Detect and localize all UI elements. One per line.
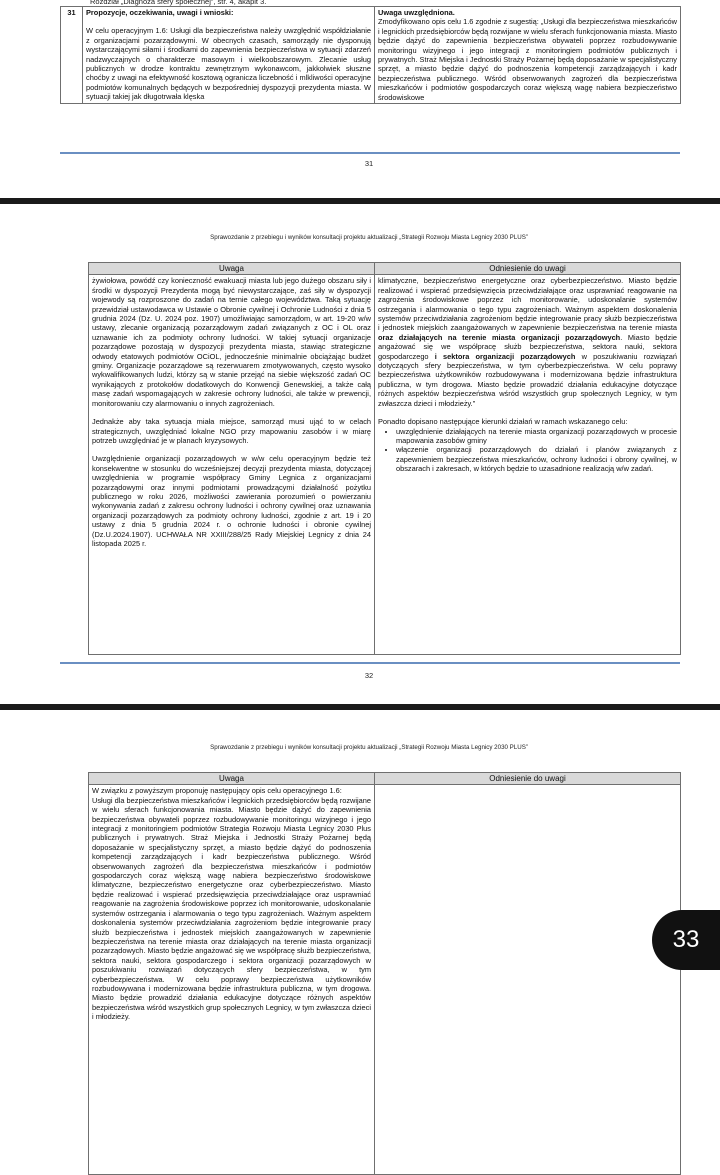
column-header-response: Odniesienie do uwagi xyxy=(375,263,681,275)
remark-paragraph: żywiołowa, powódź czy konieczność ewakuacji miasta lub jego dużego obszaru siły i środki w dyspozycji Prezydenta mogą być niewystarczające, zaś siły w dyspozycji wojewody są rozproszone do zadań na ternie całego województwa. Taką sytuację przewidział ustawodawca w Ustawie o Obronie cywilnej i Ochronie Ludności z dnia 5 grudnia 2024 (Dz. U. 2024 poz. 1907) umożliwiając samorządom, w art. 19-20 w/w ustawy, zlecanie organizacją pozarządowym zadań związanych z OC i OL oraz uznawanie ich za podmioty ochrony ludności. W takiej sytuacji organizacje pozarządowe pozostają w dyspozycji prezydenta miasta, stawiąc strategiczne odwody etatowych podmiotów OCiOL, jednocześnie minimalnie obciążając budżet gminy. Organizacje pozarządowe są rezerwuarem zmotywowanych, często wysoko wykwalifikowanych ludzi, którzy są w stanie przejąć na siebie większość zadań OC wynikających z protokołów dodatkowych do Konwencji Genewskiej, a także całą masę zadań wspomagających w zakresie ochrony ludności, ale także w prewencji, monitorowaniu czy alarmowaniu o innych zagrożeniach. xyxy=(92,276,371,408)
consultation-table xyxy=(88,772,681,1175)
remark-paragraph: Usługi dla bezpieczeństwa mieszkańców i legnickich przedsiębiorców będą rozwijane w wielu sferach funkcjonowania miasta. Miasto będzie dążyć do zapewnienia bezpieczeństwa obywateli poprzez rozbudowywanie monitoringu wizyjnego i jego integracji z monitoringiem podmiotów Strategia Rozwoju Miasta Legnicy 2030 Plus publicznych i prywatnych. Straż Miejska i Jednostki Straży Pożarnej będą doposażanie w specjalistyczny sprzęt, a miasto będzie dążyć do podnoszenia kompetencji zarządzających i kadr bezpieczeństwa publicznego. Wśród obserwowanych zagrożeń dla bezpieczeństwa mieszkańców i podmiotów gospodarczych coraz większą wagę nabiera bezpieczeństwo środowiskowe klimatyczne, bezpieczeństwo energetyczne oraz cyberbezpieczeństwo. Miasto będzie realizować i wspierać przedsięwzięcia przeciwdziałające oraz usprawniać reagowanie na zagrożenia środowiskowe poprzez ich monitorowanie, udoskonalanie systemów ostrzegania i alarmowania o tego typu zagrożeniach. Ważnym aspektem doskonalenia systemów przeciwdziałania zagrożeniom będzie integrowanie pracy służb bezpieczeństwa i jednostek miejskich zaangażowanych w zapewnienie bezpieczeństwa na terenie miasta oraz działających na terenie miasta organizacji pozarządowych. Miasto będzie angażować się we współpracę służb bezpieczeństwa, sektora nauki, sektora gospodarczego i sektora organizacji pozarządowych w poszukiwaniu rozwiązań dotyczących sfery bezpieczeństwa, w tym cyberbezpieczeństwa. W celu poprawy bezpieczeństwa użytkowników rozbudowywana i modernizowana będzie infrastruktura publiczna, w tym drogowa. Miasto będzie prowadzić działania edukacyjne dotyczące różnych aspektów bezpieczeństwa wśród wszystkich grup społecznych Legnicy, w tym zwłaszcza dzieci i młodzieży. xyxy=(92,795,371,1022)
document-page-33 xyxy=(0,710,720,1168)
table-header-row xyxy=(89,263,681,275)
response-title: Uwaga uwzględniona. xyxy=(378,8,455,17)
response-text: Zmodyfikowano opis celu 1.6 zgodnie z sugestią: „Usługi dla bezpieczeństwa mieszkańców i legnickich przedsiębiorców będą rozwijane w wielu sferach funkcjonowania miasta. Miasto będzie dążyć do zapewnienia bezpieczeństwa obywateli poprzez rozbudowywanie monitoringu wizyjnego i jego integracji z monitoringiem podmiotów publicznych i prywatnych. Straż Miejska i Jednostki Straży Pożarnej będą doposażanie w specjalistyczny sprzęt, a miasto będzie dążyć do podnoszenia kompetencji zarządzających i kadr bezpieczeństwa publicznego. Wśród obserwowanych zagrożeń dla bezpieczeństwa mieszkańców i podmiotów gospodarczych coraz większą wagę nabiera bezpieczeństwo środowiskowe xyxy=(378,17,677,102)
page-number: 32 xyxy=(364,671,374,680)
response-paragraph: Ponadto dopisano następujące kierunki działań w ramach wskazanego celu: xyxy=(378,417,628,427)
document-page-31 xyxy=(0,0,720,198)
table-row xyxy=(89,275,681,655)
response-text: klimatyczne, bezpieczeństwo energetyczne oraz cyberbezpieczeństwo. Miasto będzie realizować i wspierać przedsięwzięcia przeciwdziałające oraz usprawniać reagowanie na zagrożenia środowiskowe poprzez ich monitorowanie, udoskonalanie systemów ostrzegania i alarmowania o tego typu zagrożeniach. Ważnym aspektem doskonalenia systemów przeciwdziałania zagrożeniom będzie integrowanie pracy służb bezpieczeństwa i jednostek miejskich zaangażowanych w zapewnienie bezpieczeństwa na terenie miasta xyxy=(378,276,677,333)
column-header-remark: Uwaga xyxy=(89,263,375,275)
table-header-row xyxy=(89,773,681,785)
response-cell xyxy=(375,7,681,104)
remark-cell xyxy=(89,275,375,655)
list-item: • uwzględnienie działających na terenie miasta organizacji pozarządowych w procesie mapowania zasobów gminy xyxy=(396,427,677,446)
table-row xyxy=(89,785,681,1175)
bullet-list xyxy=(378,427,677,474)
page-header: Sprawozdanie z przebiegu i wyników konsultacji projektu aktualizacji „Strategii Rozwoju Miasta Legnicy 2030 PLUS” xyxy=(210,744,528,751)
remark-title: Propozycje, oczekiwania, uwagi i wnioski: xyxy=(86,8,234,17)
document-page-32 xyxy=(0,204,720,704)
response-cell-empty xyxy=(375,785,681,1175)
footer-line xyxy=(60,662,680,664)
response-text: . Miasto będzie angażować się we współpracę służb bezpieczeństwa, sektora nauki, sektora gospodarczego xyxy=(378,332,677,361)
row-number: 31 xyxy=(61,7,83,104)
page-header: Sprawozdanie z przebiegu i wyników konsultacji projektu aktualizacji „Strategii Rozwoju Miasta Legnicy 2030 PLUS” xyxy=(210,234,528,241)
list-item: • włączenie organizacji pozarządowych do działań i planów związanych z zapewnieniem bezpieczeństwa mieszkańców, ochrony ludności i obrony cywilnej, w obszarach i zakresach, w których będzie to uzasadnione realizacją w/w zadań. xyxy=(396,445,677,473)
consultation-table xyxy=(88,262,681,655)
cut-off-header-text: Rozdział „Diagnoza sfery społecznej”, str. 4, akapit 3. xyxy=(90,0,267,6)
remark-text: W celu operacyjnym 1.6: Usługi dla bezpieczeństwa należy uwzględnić współdziałanie z organizacjami pozarządowymi. W obecnych czasach, samorządy nie dysponują wystarczającymi siłami i środkami do zapewnienia bezpieczeństwa w sytuacji zdarzeń nadzwyczajnych o charakterze masowym i wielkoobszarowym. Zlecanie usług publicznych w drodze kontraktu zewnętrznym wykonawcom, jakkolwiek słuszne choćby z uwagi na efektywność kosztową ogranicza liczebność i mlkliwości operacyjne podmiotów komunalnych będących w bezpośredniej dyspozycji prezydenta miasta. W sytuacji takiej jak długotrwała klęska xyxy=(86,26,371,102)
response-bold-text: i sektora organizacji pozarządowych xyxy=(434,351,576,361)
table-row xyxy=(61,7,681,104)
remark-paragraph: W związku z powyższym proponuję następujący opis celu operacyjnego 1.6: xyxy=(92,786,342,796)
response-paragraph xyxy=(378,276,677,408)
remark-cell xyxy=(89,785,375,1175)
page-number-badge: 33 xyxy=(652,910,720,970)
response-cell xyxy=(375,275,681,655)
column-header-remark: Uwaga xyxy=(89,773,375,785)
remark-paragraph: Jednakże aby taka sytuacja miała miejsce, samorząd musi ująć to w celach strategicznych, uwzględniać lokalne NGO przy mapowaniu zasobów i w miarę potrzeb uwzględniać je w planach kryzysowych. xyxy=(92,417,371,445)
footer-line xyxy=(60,152,680,154)
page-number: 31 xyxy=(364,159,374,168)
response-bold-text: oraz działających na terenie miasta organizacji pozarządowych xyxy=(378,332,621,342)
consultation-table xyxy=(60,6,681,104)
remark-cell xyxy=(83,7,375,104)
column-header-response: Odniesienie do uwagi xyxy=(375,773,681,785)
response-text: w poszukiwaniu rozwiązań dotyczących sfery bezpieczeństwa, w tym cyberbezpieczeństwa. W celu poprawy bezpieczeństwa użytkowników rozbudowywana i modernizowana będzie infrastruktura publiczna, w tym drogowa. Miasto będzie prowadzić działania edukacyjne dotyczące różnych aspektów bezpieczeństwa wśród wszystkich grup społecznych Legnicy, w tym zwłaszcza dzieci i młodzieży.” xyxy=(378,351,678,408)
remark-paragraph: Uwzględnienie organizacji pozarządowych w w/w celu operacyjnym będzie też konsekwentne w stosunku do wcześniejszej decyzji prezydenta miasta, dotyczącej uwzględnienia w programie współpracy Gminy Legnica z organizacjami pozarządowymi oraz innymi podmiotami prowadzącymi działalność pożytku publicznego w roku 2026, możliwości zawierania porozumień o powierzaniu wykonywania zadań z zakresu ochrony ludności i ochrony cywilnej oraz uznawania organizacji pozarządowych za podmioty ochrony ludności, zgodnie z art. 19 i 20 ustawy z dnia 5 grudnia 2024 r. o ochronie ludności i obronie cywilnej (Dz.U.2024.1907). UCHWAŁA NR XXIII/288/25 Rady Miejskiej Legnicy z dnia 24 listopada 2025 r. xyxy=(92,454,371,548)
